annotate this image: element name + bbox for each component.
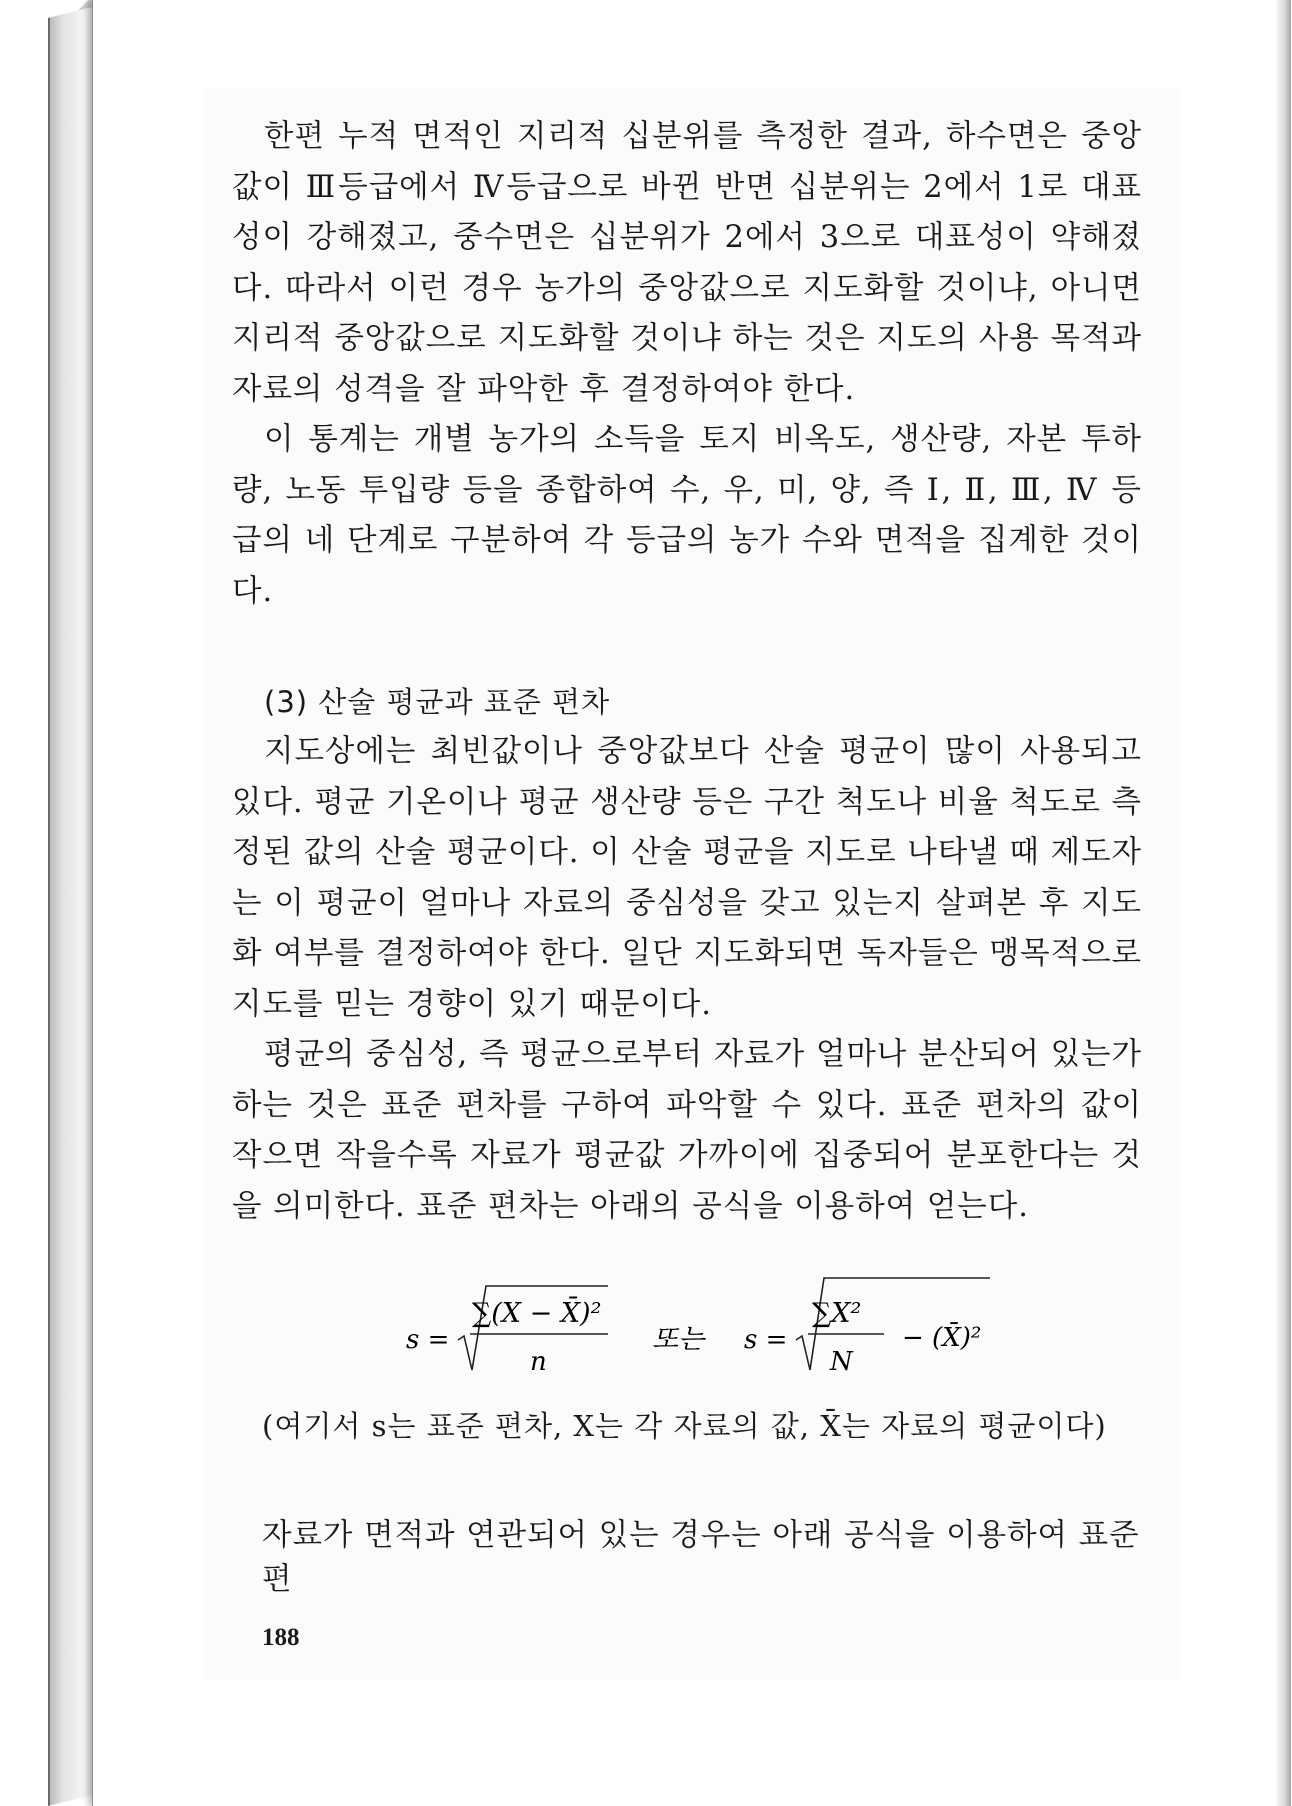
formula-lhs-1: s = xyxy=(406,1325,450,1355)
formula-note: (여기서 s는 표준 편차, X는 각 자료의 값, X̄는 자료의 평균이다) xyxy=(262,1409,1107,1443)
formula-tail-2: − (X̄)² xyxy=(902,1323,982,1353)
paragraph-1: 한편 누적 면적인 지리적 십분위를 측정한 결과, 하수면은 중앙값이 Ⅲ등급에서 Ⅳ등급으로 바뀐 반면 십분위는 2에서 1로 대표성이 강해졌고, 중수면은 십분위가 2에서 3으로 대표성이 약해졌다. 따라서 이런 경우 농가의 중앙값으로 지도화할 것이냐, 아니면 지리적 중앙값으로 지도화할 것이냐 하는 것은 지도의 사용 목적과 자료의 성격을 잘 파악한 후 결정하여야 한다. xyxy=(232,119,1142,407)
paragraph-4: 평균의 중심성, 즉 평균으로부터 자료가 얼마나 분산되어 있는가 하는 것은 표준 편차를 구하여 파악할 수 있다. 표준 편차의 값이 작으면 작을수록 자료가 평균값 가까이에 집중되어 분포한다는 것을 의미한다. 표준 편차는 아래의 공식을 이용하여 얻는다. xyxy=(232,1037,1142,1224)
paragraph-3: 지도상에는 최빈값이나 중앙값보다 산술 평균이 많이 사용되고 있다. 평균 기온이나 평균 생산량 등은 구간 척도나 비율 척도로 측정된 값의 산술 평균이다. 이 산술 평균을 지도로 나타낼 때 제도자는 이 평균이 얼마나 자료의 중심성을 갖고 있는지 살펴본 후 지도화 여부를 결정하여야 한다. 일단 지도화되면 독자들은 맹목적으로 지도를 믿는 경향이 있기 때문이다. xyxy=(232,734,1142,1022)
paragraph-2: 이 통계는 개별 농가의 소득을 토지 비옥도, 생산량, 자본 투하량, 노동 투입량 등을 종합하여 수, 우, 미, 양, 즉 Ⅰ, Ⅱ, Ⅲ, Ⅳ 등급의 네 단계로 구분하여 각 등급의 농가 수와 면적을 집계한 것이다. xyxy=(232,422,1142,609)
formula-or: 또는 xyxy=(652,1324,705,1355)
body-text-middle xyxy=(232,727,1142,1232)
page-edge xyxy=(1275,0,1291,1806)
formula-denominator-2: N xyxy=(830,1347,853,1377)
formula-numerator-1: ∑(X − X̄)² xyxy=(472,1298,602,1329)
book-spine xyxy=(48,6,96,1806)
page-number: 188 xyxy=(262,1624,300,1651)
standard-deviation-formula xyxy=(398,1270,1018,1390)
formula-denominator-1: n xyxy=(530,1347,547,1377)
section-heading: (3) 산술 평균과 표준 편차 xyxy=(264,685,611,719)
last-line: 자료가 면적과 연관되어 있는 경우는 아래 공식을 이용하여 표준 편 xyxy=(262,1518,1140,1597)
formula-lhs-2: s = xyxy=(744,1325,788,1355)
body-text-top xyxy=(232,112,1142,617)
formula-graphic xyxy=(398,1270,1018,1390)
formula-numerator-2: ∑X² xyxy=(812,1298,862,1329)
